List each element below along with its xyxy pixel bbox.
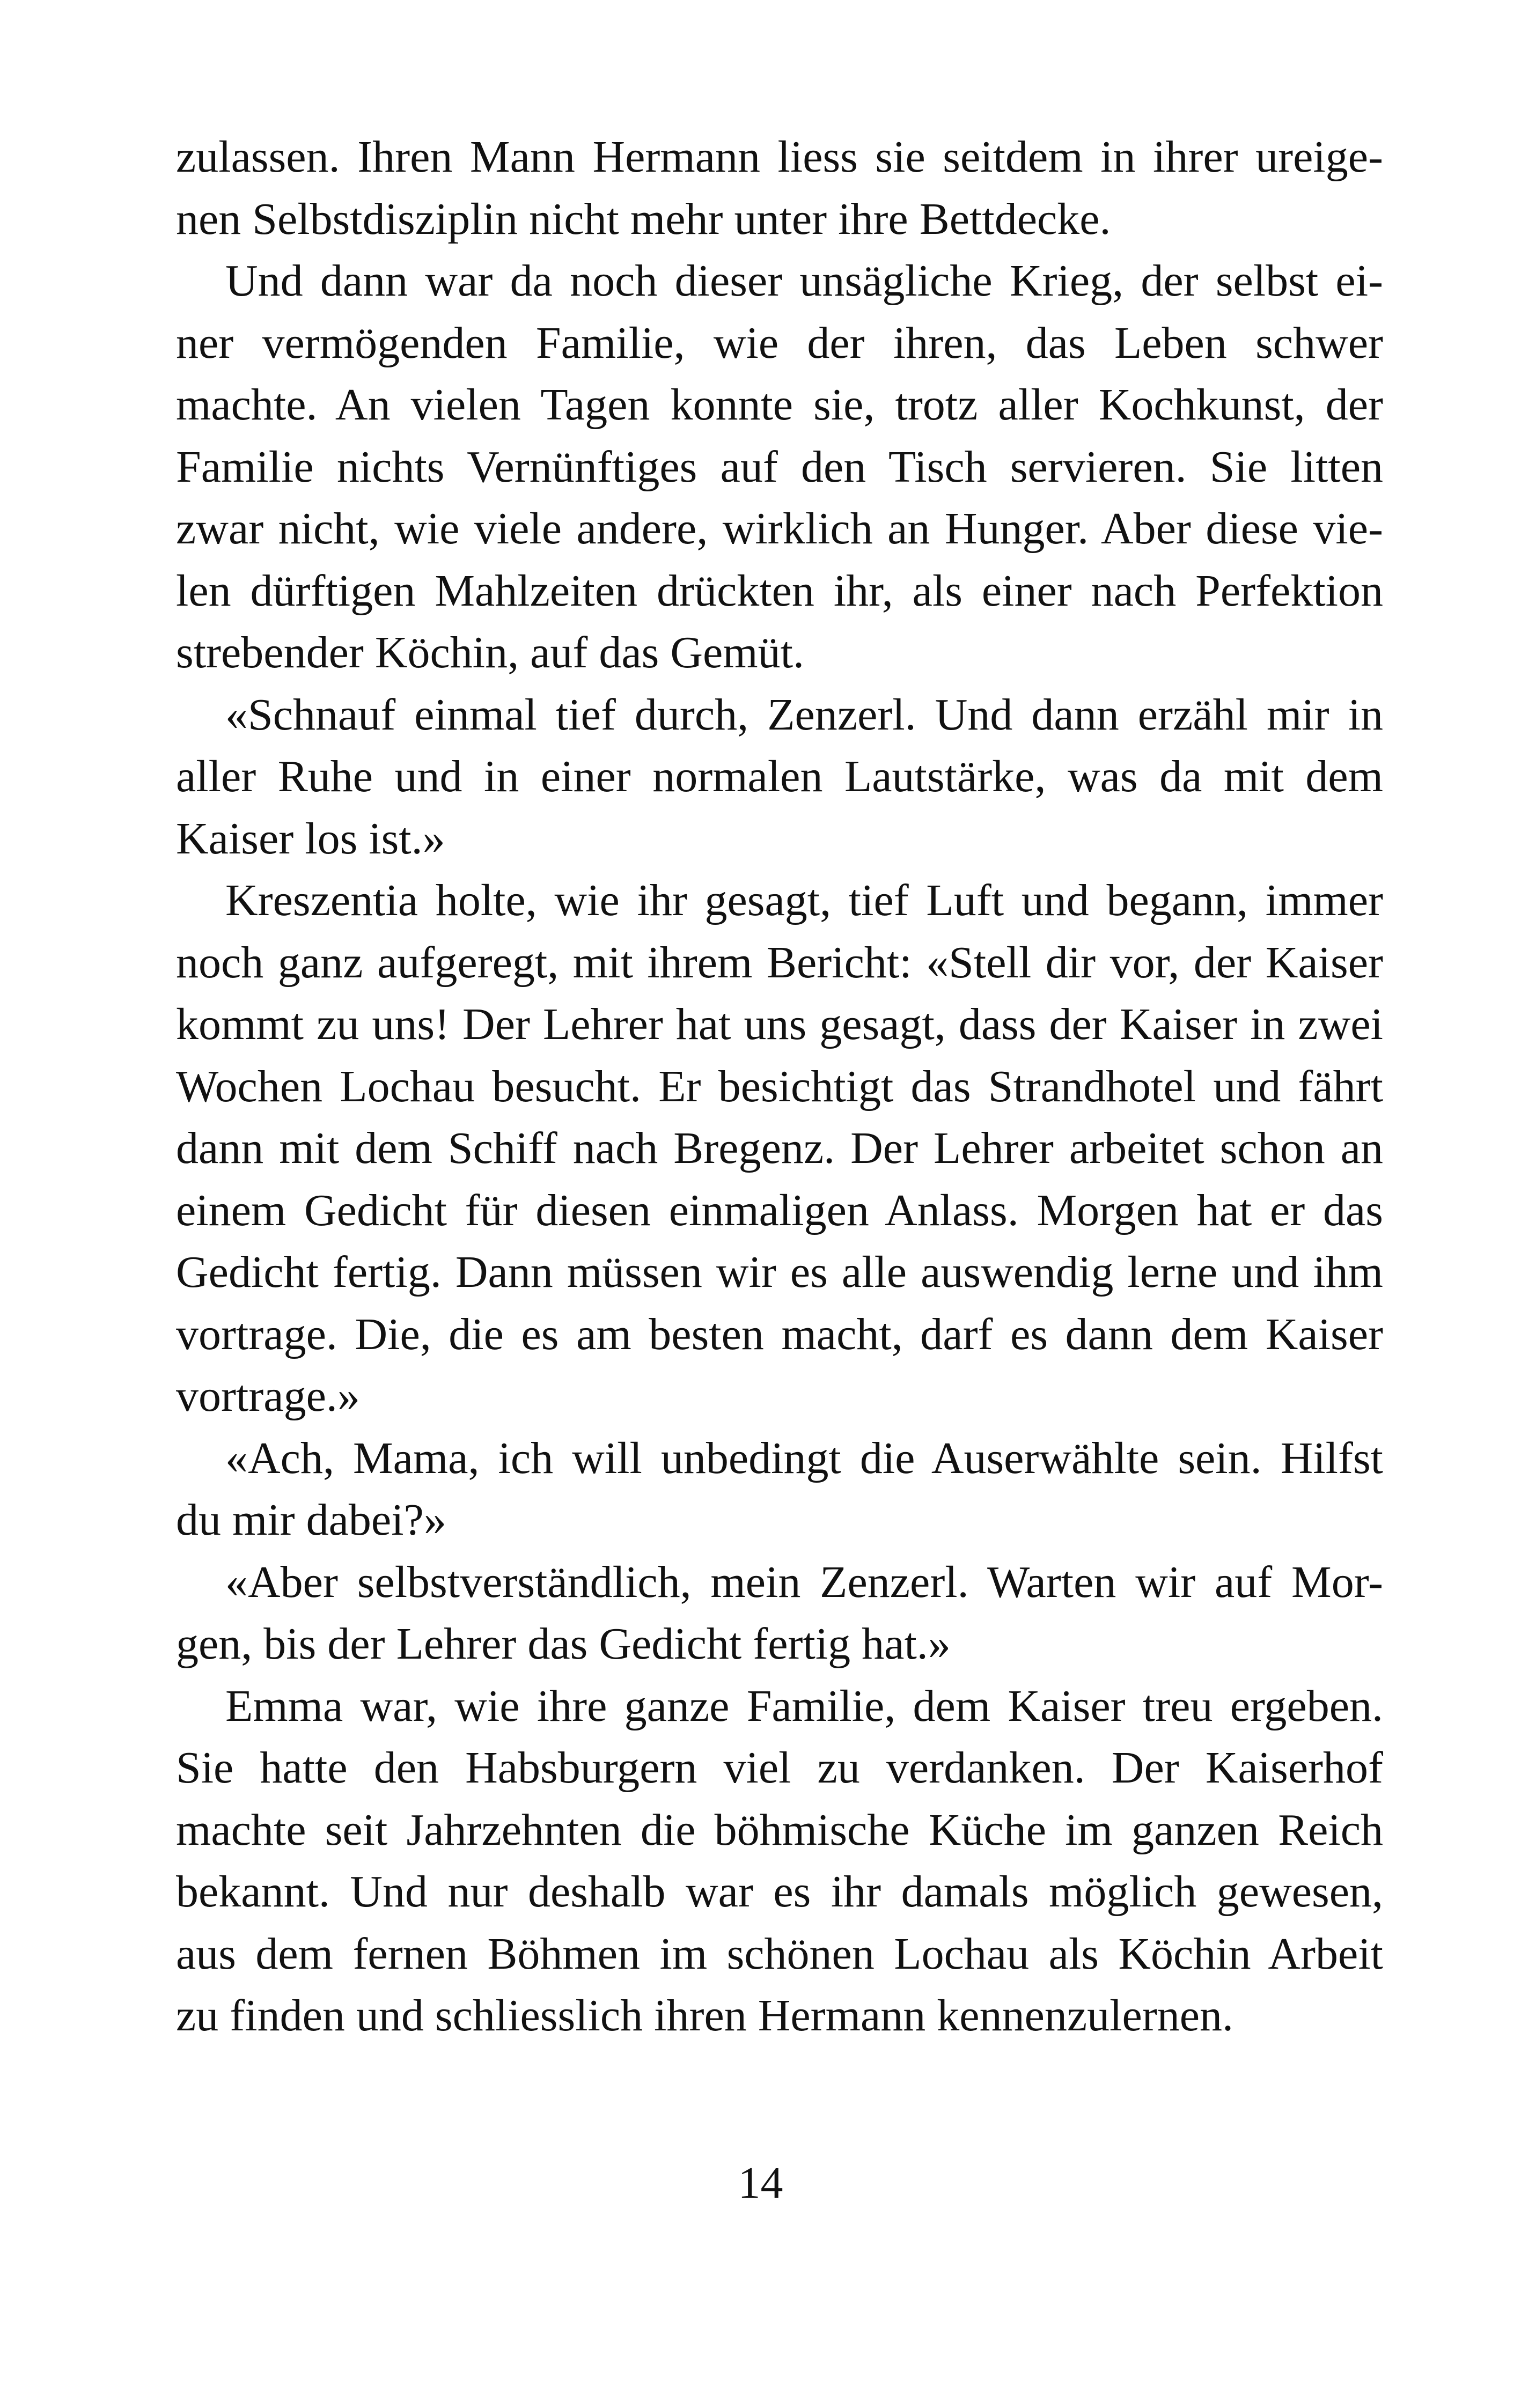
text-line: bekannt. Und nur deshalb war es ihr damals möglich gewesen, <box>176 1867 1383 1917</box>
text-line: ner vermögenden Familie, wie der ihren, das Leben schwer <box>176 318 1383 368</box>
paragraph-first-line: «Schnauf einmal tief durch, Zenzerl. Und dann erzähl mir in <box>225 689 1383 740</box>
text-line: vortrage. Die, die es am besten macht, darf es dann dem Kaiser <box>176 1309 1383 1359</box>
text-line: Kaiser los ist.» <box>176 813 445 864</box>
text-line: aus dem fernen Böhmen im schönen Lochau als Köchin Arbeit <box>176 1928 1383 1979</box>
text-line: gen, bis der Lehrer das Gedicht fertig hat.» <box>176 1619 951 1669</box>
text-line: kommt zu uns! Der Lehrer hat uns gesagt, dass der Kaiser in zwei <box>176 999 1383 1049</box>
text-line: zu finden und schliesslich ihren Hermann kennenzulernen. <box>176 1991 1234 2041</box>
text-line: dann mit dem Schiff nach Bregenz. Der Lehrer arbeitet schon an <box>176 1123 1383 1173</box>
paragraph-first-line: «Ach, Mama, ich will unbedingt die Auserwählte sein. Hilfst <box>225 1433 1383 1483</box>
text-line: len dürftigen Mahlzeiten drückten ihr, als einer nach Perfektion <box>176 565 1383 616</box>
text-line: du mir dabei?» <box>176 1495 446 1545</box>
text-line: nen Selbstdisziplin nicht mehr unter ihre Bettdecke. <box>176 194 1111 244</box>
text-line: zwar nicht, wie viele andere, wirklich an Hunger. Aber diese vie- <box>176 504 1383 554</box>
text-line: Gedicht fertig. Dann müssen wir es alle auswendig lerne und ihm <box>176 1247 1383 1297</box>
text-line: strebender Köchin, auf das Gemüt. <box>176 628 804 678</box>
text-line: aller Ruhe und in einer normalen Lautstärke, was da mit dem <box>176 752 1383 801</box>
text-line: Familie nichts Vernünftiges auf den Tisch servieren. Sie litten <box>176 441 1383 492</box>
paragraph-first-line: Kreszentia holte, wie ihr gesagt, tief Luft und begann, immer <box>225 875 1383 925</box>
text-line: zulassen. Ihren Mann Hermann liess sie seitdem in ihrer ureige- <box>176 132 1383 182</box>
text-line: Sie hatte den Habsburgern viel zu verdanken. Der Kaiserhof <box>176 1743 1383 1793</box>
paragraph-first-line: Und dann war da noch dieser unsägliche Krieg, der selbst ei- <box>225 256 1383 306</box>
paragraph-first-line: «Aber selbstverständlich, mein Zenzerl. Warten wir auf Mor- <box>225 1557 1383 1607</box>
text-line: noch ganz aufgeregt, mit ihrem Bericht: «Stell dir vor, der Kaiser <box>176 937 1383 988</box>
text-line: Wochen Lochau besucht. Er besichtigt das Strandhotel und fährt <box>176 1061 1383 1111</box>
text-line: vortrage.» <box>176 1371 360 1421</box>
body-text <box>176 126 1383 2047</box>
text-line: machte. An vielen Tagen konnte sie, trotz aller Kochkunst, der <box>176 380 1383 430</box>
text-line: einem Gedicht für diesen einmaligen Anlass. Morgen hat er das <box>176 1185 1383 1235</box>
text-line: machte seit Jahrzehnten die böhmische Küche im ganzen Reich <box>176 1805 1383 1855</box>
paragraph-first-line: Emma war, wie ihre ganze Familie, dem Kaiser treu ergeben. <box>225 1681 1383 1731</box>
page-number: 14 <box>738 2158 783 2208</box>
